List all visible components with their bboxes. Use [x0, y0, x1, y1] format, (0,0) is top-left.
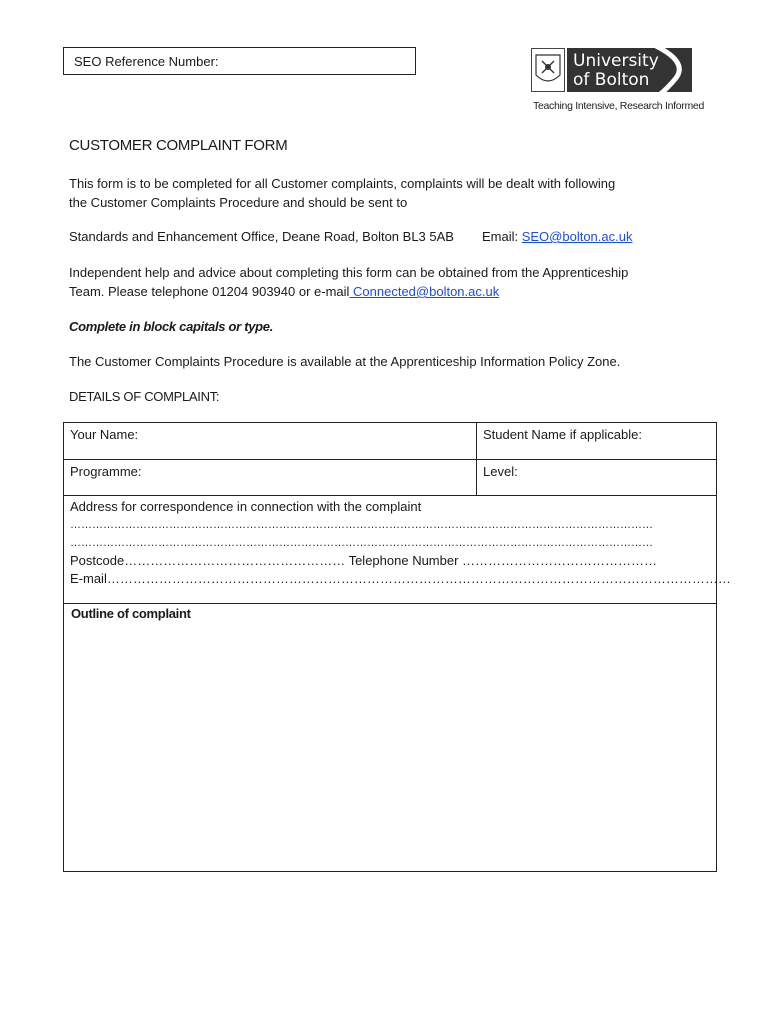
logo-wordmark [567, 48, 692, 92]
your-name-label: Your Name: [70, 427, 139, 442]
programme-label: Programme: [70, 464, 142, 479]
help-line-2: Team. Please telephone 01204 903940 or e-mail [69, 284, 350, 299]
level-field[interactable] [477, 460, 716, 495]
seo-reference-label: SEO Reference Number: [74, 54, 219, 69]
seo-email-link[interactable]: SEO@bolton.ac.uk [521, 229, 633, 244]
student-name-field[interactable] [477, 423, 716, 459]
postcode-telephone-line [70, 552, 716, 570]
level-label: Level: [483, 464, 518, 479]
logo-line-university: University [573, 51, 659, 71]
email-label: Email: [481, 229, 522, 244]
programme-row [64, 460, 716, 496]
crest-icon [531, 48, 565, 92]
telephone-label: Telephone Number ……………………………………… [345, 553, 658, 568]
intro-line-2: the Customer Complaints Procedure and should be sent to [69, 195, 408, 210]
address-line [69, 227, 709, 246]
address-field[interactable] [64, 496, 731, 604]
your-name-field[interactable] [64, 423, 477, 459]
student-name-label: Student Name if applicable: [483, 427, 642, 442]
postcode-label: Postcode…………………………………………… [70, 553, 346, 568]
intro-paragraph [69, 174, 709, 212]
instruction-text: Complete in block capitals or type. [69, 319, 274, 334]
connected-email-link[interactable]: Connected@bolton.ac.uk [349, 284, 500, 299]
name-row [64, 423, 716, 460]
email-line: E-mail……………………………………………………………………………………………………………………………… [70, 571, 731, 586]
swoosh-icon [648, 48, 692, 98]
page-title: CUSTOMER COMPLAINT FORM [69, 137, 288, 154]
outline-label: Outline of complaint [71, 606, 191, 621]
logo-tagline: Teaching Intensive, Research Informed [533, 100, 704, 112]
intro-line-1: This form is to be completed for all Customer complaints, complaints will be dealt with following [69, 176, 616, 191]
seo-reference-field[interactable] [63, 47, 416, 75]
logo-line-bolton: of Bolton [573, 70, 650, 90]
address-dots-line-2: …………………………………………………………………………………………………………………………………………… [70, 537, 653, 549]
procedure-note: The Customer Complaints Procedure is available at the Apprenticeship Information Policy Zone. [69, 354, 621, 369]
complaint-form-table [63, 422, 731, 872]
programme-field[interactable] [64, 460, 477, 495]
address-label: Address for correspondence in connection with the complaint [70, 499, 422, 514]
details-heading: DETAILS OF COMPLAINT: [69, 389, 220, 404]
help-line-1: Independent help and advice about completing this form can be obtained from the Apprenticeship [69, 265, 629, 280]
office-address: Standards and Enhancement Office, Deane Road, Bolton BL3 5AB [69, 229, 454, 244]
outline-field[interactable] [64, 604, 716, 871]
help-paragraph [69, 263, 709, 301]
university-logo [531, 42, 704, 117]
address-dots-line-1: …………………………………………………………………………………………………………………………………………… [70, 519, 653, 531]
